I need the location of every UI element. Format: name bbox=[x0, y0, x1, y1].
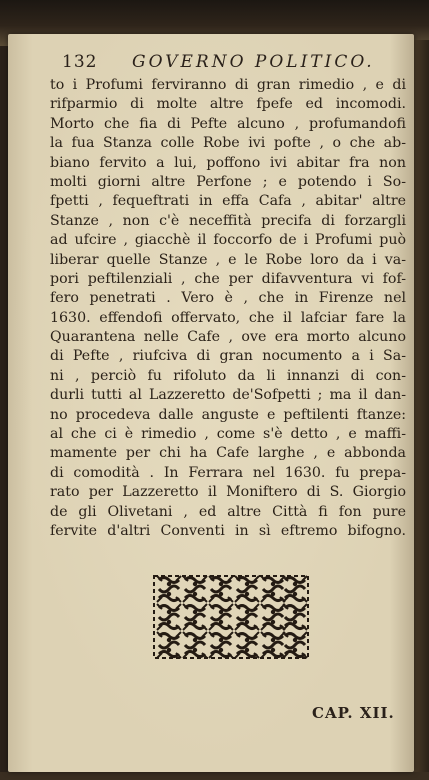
text-line: ni , perciò fu rifoluto da li innanzi di con- bbox=[50, 367, 406, 384]
text-line: di Pefte , riufciva di gran nocumento a i Sa- bbox=[50, 348, 406, 365]
text-line: mamente per chi ha Cafe larghe , e abbonda bbox=[50, 445, 406, 462]
text-line: to i Profumi ferviranno di gran rimedio , e di bbox=[50, 77, 406, 93]
text-line: ad ufcire , giacchè il foccorfo de i Profumi può bbox=[50, 232, 406, 249]
text-line: al che ci è rimedio , come s'è detto , e maffi- bbox=[50, 426, 406, 443]
book-right-edge bbox=[414, 40, 429, 780]
text-line: di comodità . In Ferrara nel 1630. fu prepa- bbox=[50, 464, 406, 481]
ornament-icon bbox=[152, 574, 310, 660]
text-line: rifparmio di molte altre fpefe ed incomodi. bbox=[50, 96, 406, 113]
text-line: fero penetrati . Vero è , che in Firenze nel bbox=[50, 290, 406, 307]
running-title: GOVERNO POLITICO. bbox=[132, 52, 375, 72]
text-line: de gli Olivetani , ed altre Città fi fon pure bbox=[50, 503, 406, 520]
text-line: fpetti , fequeftrati in effa Cafa , abitar' altre bbox=[50, 193, 406, 210]
text-line: rato per Lazzeretto il Moniftero di S. Giorgio bbox=[50, 484, 406, 501]
book-bottom-edge bbox=[0, 772, 429, 780]
page-number: 132 bbox=[62, 52, 98, 72]
text-line: Stanze , non c'è neceffità precifa di forzargli bbox=[50, 212, 406, 229]
catchword: CAP. XII. bbox=[312, 704, 395, 722]
page-header bbox=[62, 50, 382, 76]
text-line: molti giorni altre Perfone ; e potendo i So- bbox=[50, 173, 406, 190]
body-text bbox=[50, 76, 406, 541]
text-line: fervite d'altri Conventi in sì eftremo bifogno. bbox=[50, 522, 406, 539]
text-line: liberar quelle Stanze , e le Robe loro da i va- bbox=[50, 251, 406, 268]
text-line: Quarantena nelle Cafe , ove era morto alcuno bbox=[50, 329, 406, 346]
text-line: 1630. effendofi offervato, che il lafciar fare la bbox=[50, 309, 406, 326]
text-line: pori peftilenziali , che per difavventura vi fof- bbox=[50, 270, 406, 287]
text-line: la fua Stanza colle Robe ivi pofte , o che ab- bbox=[50, 135, 406, 152]
text-line: biano fervito a lui, poffono ivi abitar fra non bbox=[50, 154, 406, 171]
text-line: durli tutti al Lazzeretto de'Sofpetti ; ma il dan- bbox=[50, 387, 406, 404]
text-line: no procedeva dalle anguste e peftilenti ftanze: bbox=[50, 406, 406, 423]
text-line: Morto che fia di Pefte alcuno , profumandofi bbox=[50, 115, 406, 132]
